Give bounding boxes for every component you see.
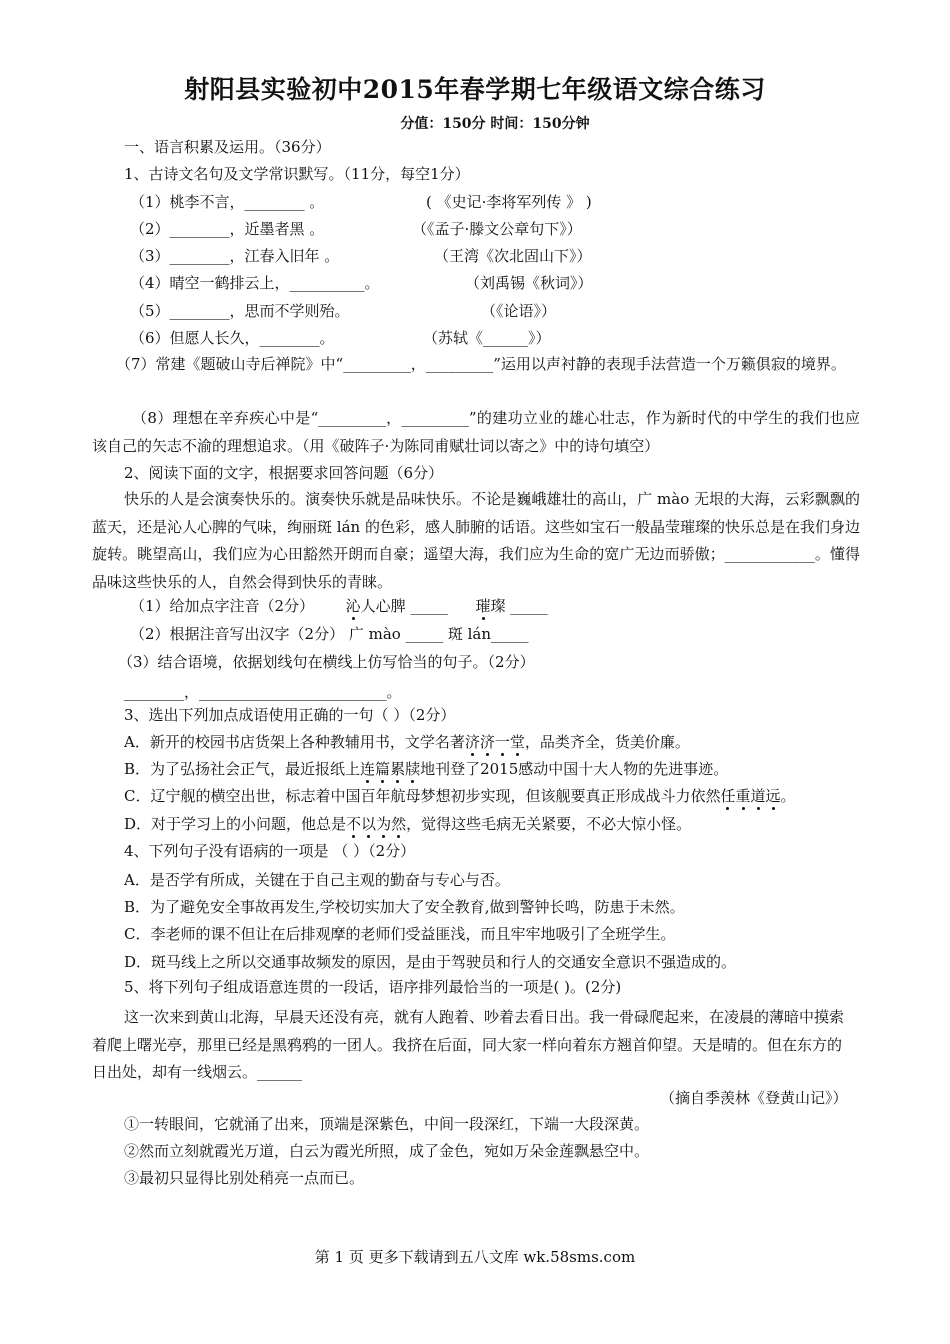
q2-sub1 bbox=[130, 596, 548, 616]
idiom-a bbox=[465, 733, 525, 751]
q3-option-a: A．新开的校园书店货架上各种教辅用书，文学名著济济一堂，品类齐全，货美价廉。 bbox=[124, 733, 690, 751]
q1-item-6: （6）但愿人长久，________。 bbox=[130, 329, 335, 347]
q3-option-d: D．对于学习上的小问题，他总是不以为然，觉得这些毛病无关紧要，不必大惊小怪。 bbox=[124, 815, 692, 833]
q2-sub1-a: 人心脾 _____ bbox=[360, 597, 448, 615]
dotted-char: 以 bbox=[361, 815, 377, 833]
q1-item-2-source: （《孟子·滕文公章句下》） bbox=[412, 220, 582, 238]
q2-passage: 快乐的人是会演奏快乐的。演奏快乐就是品味快乐。不论是巍峨雄壮的高山，广 mào 无垠的大海，云彩飘飘的蓝天，还是沁人心脾的气味，绚丽斑 lán 的色彩，感人肺腑的话语。这些如宝石一般晶莹璀璨的快乐总是在我们身边旋转。眺望高山，我们应为心田豁然开朗而自豪；遥望大海，我们应为生命的宽广无边而骄傲；____________。懂得品味这些快乐的人，自然会得到快乐的青睐。 bbox=[92, 490, 860, 591]
q1-item-8: （8）理想在辛弃疾心中是“_________，_________”的建功立业的雄心壮志，作为新时代的中学生的我们也应该自己的矢志不渝的理想追求。（用《破阵子·为陈同甫赋壮词以寄之》中的诗句填空） bbox=[92, 409, 860, 455]
dotted-char: 牍 bbox=[405, 760, 421, 778]
dotted-char: 堂 bbox=[509, 733, 525, 751]
dotted-char: 济 bbox=[479, 733, 495, 751]
section-heading: 一、语言积累及运用。（36分） bbox=[124, 138, 331, 156]
dotted-char: 累 bbox=[390, 760, 406, 778]
q1-item-5: （5）________，思而不学则殆。 bbox=[130, 302, 350, 320]
q1-item-3: （3）________，江春入旧年 。 bbox=[130, 247, 340, 265]
q4-option-b: B．为了避免安全事故再发生,学校切实加大了安全教育,做到警钟长鸣，防患于未然。 bbox=[124, 898, 685, 916]
q1-heading: 1、古诗文名句及文学常识默写。（11分，每空1分） bbox=[124, 165, 470, 183]
q1-item-4-source: （刘禹锡《秋词》） bbox=[465, 274, 593, 292]
idiom-d bbox=[346, 815, 406, 833]
q5-sentence-3: ③最初只显得比别处稍亮一点而已。 bbox=[124, 1169, 365, 1187]
q4-option-c: C．李老师的课不但让在后排观摩的老师们受益匪浅，而且牢牢地吸引了全班学生。 bbox=[124, 925, 676, 943]
q2-heading: 2、阅读下面的文字，根据要求回答问题（6分） bbox=[124, 464, 444, 482]
dotted-char-cui: 璀 bbox=[475, 597, 491, 615]
dotted-char: 远 bbox=[765, 787, 781, 805]
score-time-line: 分值：150分 时间：150分钟 bbox=[400, 116, 590, 132]
q2-sub2: （2）根据注音写出汉字（2分） 广 mào _____ 斑 lán_____ bbox=[130, 625, 529, 643]
q3-option-b: B．为了弘扬社会正气，最近报纸上连篇累牍地刊登了2015感动中国十大人物的先进事迹。 bbox=[124, 760, 729, 778]
q5-sentence-1: ①一转眼间，它就涌了出来，顶端是深紫色，中间一段深红，下端一大段深黄。 bbox=[124, 1115, 650, 1133]
dotted-char: 一 bbox=[494, 733, 510, 751]
page-footer: 第 1 页 更多下载请到五八文库 wk.58sms.com bbox=[314, 1248, 636, 1266]
dotted-char: 道 bbox=[750, 787, 766, 805]
dotted-char: 篇 bbox=[375, 760, 391, 778]
q1-item-1-source: ( 《史记·李将军列传 》 ) bbox=[426, 193, 592, 211]
dotted-char: 济 bbox=[464, 733, 480, 751]
q4-option-a: A．是否学有所成，关键在于自己主观的勤奋与专心与否。 bbox=[124, 871, 510, 889]
dotted-char: 重 bbox=[735, 787, 751, 805]
q1-item-6-source: （苏轼《______》） bbox=[423, 329, 551, 347]
dotted-char: 然 bbox=[391, 815, 407, 833]
q1-item-5-source: （《论语》） bbox=[481, 302, 557, 320]
dotted-char: 为 bbox=[376, 815, 392, 833]
q2-sub1-b: 璨 _____ bbox=[490, 597, 548, 615]
q3-option-c: C．辽宁舰的横空出世，标志着中国百年航母梦想初步实现，但该舰要真正形成战斗力依然任重道远。 bbox=[124, 787, 796, 805]
q1-item-3-source: （王湾《次北固山下》） bbox=[434, 247, 592, 265]
q1-item-4: （4）晴空一鹤排云上，__________。 bbox=[130, 274, 380, 292]
q4-option-d: D．斑马线上之所以交通事故频发的原因，是由于驾驶员和行人的交通安全意识不强造成的。 bbox=[124, 953, 737, 971]
q2-sub3: （3）结合语境，依据划线句在横线上仿写恰当的句子。（2分） bbox=[118, 653, 535, 671]
dotted-char: 不 bbox=[346, 815, 362, 833]
q5-passage: 这一次来到黄山北海，早晨天还没有亮，就有人跑着、吵着去看日出。我一骨碌爬起来，在凌晨的薄暗中摸索着爬上曙光亭，那里已经是黑鸦鸦的一团人。我挤在后面，同大家一样向着东方翘首仰望。天是晴的。但在东方的日出处，却有一线烟云。______ bbox=[92, 1008, 845, 1082]
dotted-char-qin: 沁 bbox=[345, 597, 361, 615]
q4-heading: 4、下列句子没有语病的一项是 （ ）（2分） bbox=[124, 842, 416, 860]
q1-item-2: （2）________，近墨者黑 。 bbox=[130, 220, 325, 238]
q5-heading: 5、将下列句子组成语意连贯的一段话，语序排列最恰当的一项是( )。(2分) bbox=[124, 978, 622, 996]
q5-sentence-2: ②然而立刻就霞光万道，白云为霞光所照，成了金色，宛如万朵金莲飘悬空中。 bbox=[124, 1142, 650, 1160]
page-title: 射阳县实验初中2015年春学期七年级语文综合练习 bbox=[184, 75, 766, 104]
q5-source: （摘自季羡林《登黄山记》） bbox=[660, 1089, 848, 1107]
q2-sub3-blank: ________，_________________________。 bbox=[124, 683, 402, 701]
dotted-char: 任 bbox=[720, 787, 736, 805]
q1-item-1: （1）桃李不言，________ 。 bbox=[130, 193, 325, 211]
idiom-c bbox=[720, 787, 780, 805]
q2-sub1-label: （1）给加点字注音（2分） bbox=[130, 597, 315, 615]
idiom-b bbox=[360, 760, 420, 778]
dotted-char: 连 bbox=[360, 760, 376, 778]
q1-item-7: （7）常建《题破山寺后禅院》中“_________，_________”运用以声衬静的表现手法营造一个万籁俱寂的境界。 bbox=[116, 355, 846, 373]
q3-heading: 3、选出下列加点成语使用正确的一句（ ）（2分） bbox=[124, 706, 456, 724]
